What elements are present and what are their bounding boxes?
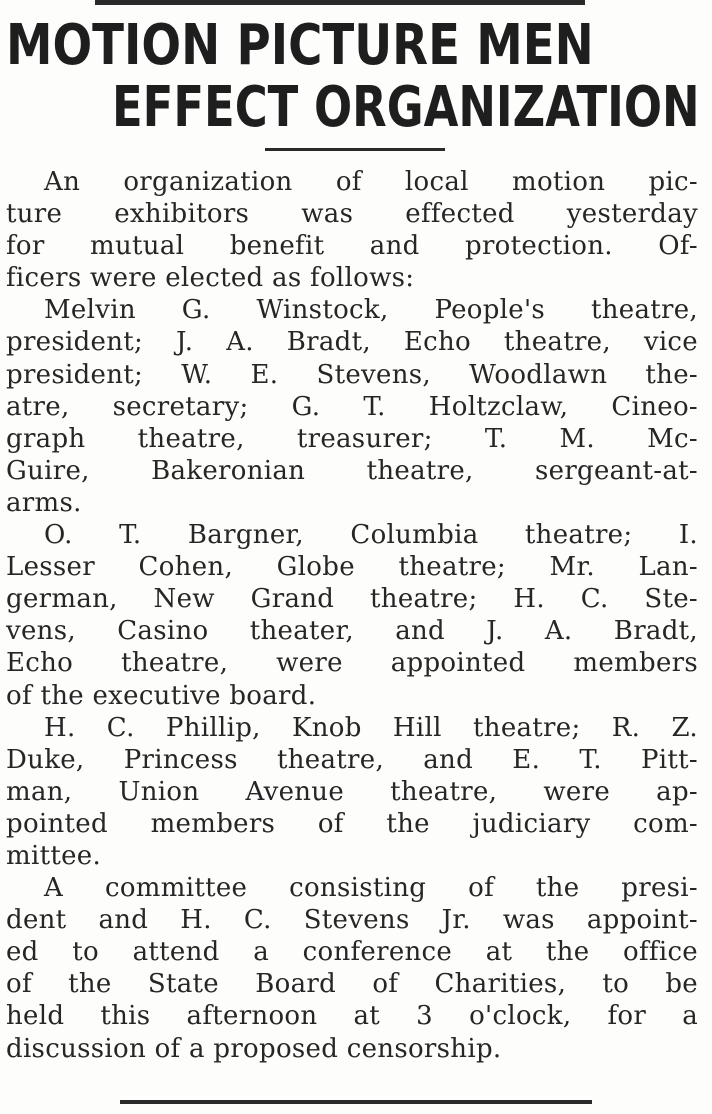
article-line: held this afternoon at 3 o'clock, for a [6, 1001, 698, 1032]
headline-line-2: EFFECT ORGANIZATION [112, 75, 700, 140]
article-line: O. T. Bargner, Columbia theatre; I. [44, 520, 698, 551]
article-line: dent and H. C. Stevens Jr. was appoint- [6, 905, 698, 936]
headline-divider [265, 148, 445, 151]
article-line: Echo theatre, were appointed members [6, 648, 698, 679]
article-line: man, Union Avenue theatre, were ap- [6, 776, 698, 807]
article-line: of the executive board. [6, 680, 317, 711]
article-line: Lesser Cohen, Globe theatre; Mr. Lan- [6, 552, 698, 583]
article-line: for mutual benefit and protection. Of- [6, 231, 698, 262]
article-line: vens, Casino theater, and J. A. Bradt, [6, 616, 698, 647]
article-line: An organization of local motion pic- [44, 167, 698, 197]
article-line: mittee. [6, 840, 102, 871]
article-line: Guire, Bakeronian theatre, sergeant-at- [6, 455, 698, 486]
article-line: ed to attend a conference at the office [6, 937, 698, 968]
article-line: of the State Board of Charities, to be [6, 969, 698, 1000]
article-line: A committee consisting of the presi- [44, 873, 698, 904]
article-line: Duke, Princess theatre, and E. T. Pitt- [6, 744, 698, 775]
article-line: H. C. Phillip, Knob Hill theatre; R. Z. [44, 712, 698, 743]
article-line: pointed members of the judiciary com- [6, 808, 698, 839]
headline-line-1: MOTION PICTURE MEN [6, 13, 594, 78]
bottom-rule [120, 1100, 592, 1104]
article-line: arms. [6, 487, 82, 518]
article-line: atre, secretary; G. T. Holtzclaw, Cineo- [6, 391, 698, 422]
article-line: president; J. A. Bradt, Echo theatre, vice [6, 327, 698, 358]
article-line: german, New Grand theatre; H. C. Ste- [6, 584, 698, 615]
article-line: graph theatre, treasurer; T. M. Mc- [6, 423, 698, 454]
article-body [6, 166, 698, 1065]
article-line: Melvin G. Winstock, People's theatre, [44, 295, 698, 326]
article-line: president; W. E. Stevens, Woodlawn the- [6, 359, 698, 390]
article-line: discussion of a proposed censorship. [6, 1033, 502, 1064]
article-line: ture exhibitors was effected yesterday [6, 199, 698, 230]
article-line: ficers were elected as follows: [6, 263, 415, 294]
top-rule [95, 0, 585, 5]
